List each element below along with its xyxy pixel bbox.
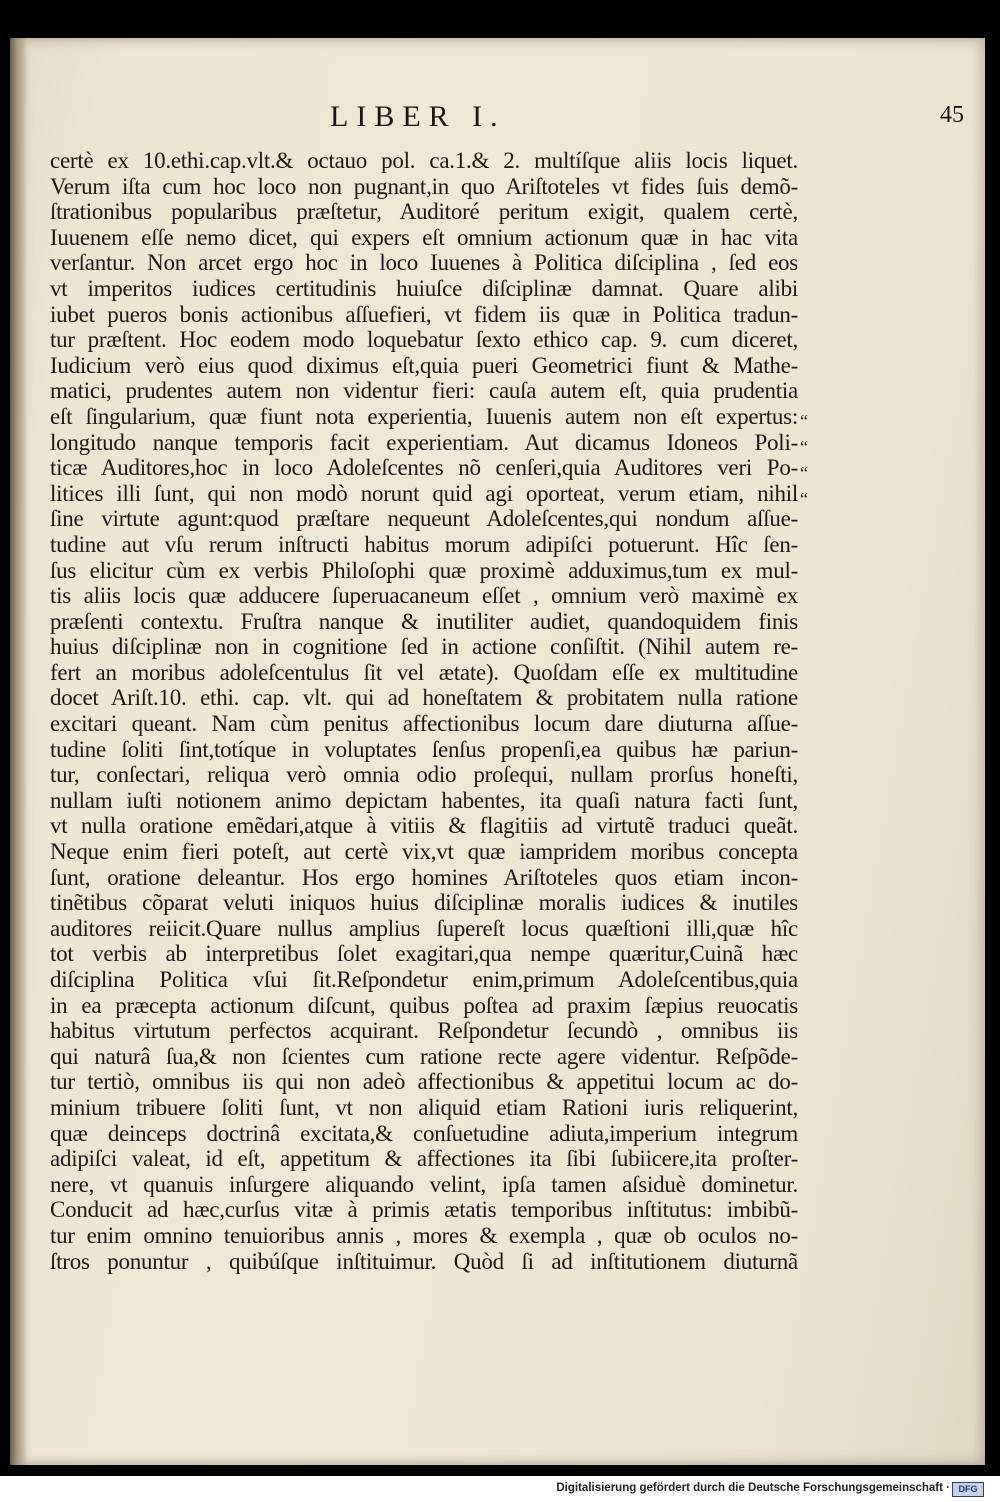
text-line: certè ex 10.ethi.cap.vlt.& octauo pol. ca.1.& 2. multíſque aliis locis liquet. — [50, 148, 798, 173]
text-line: tinẽtibus cõparat veluti iniquos huius diſciplinæ moralis iudices & inutiles — [50, 890, 798, 916]
page-binding-shadow — [10, 38, 28, 1465]
text-line: ſine virtute agunt:quod præſtare nequeunt Adoleſcentes,qui nondum aſſue- — [50, 506, 798, 532]
body-text — [50, 148, 798, 1274]
text-line: vt imperitos iudices certitudinis huiuſce diſciplinæ damnat. Quare alibi — [50, 275, 798, 301]
text-line: longitudo nanque temporis facit experientiam. Aut dicamus Idoneos Poli- — [50, 429, 798, 455]
text-line: adipiſci valeat, id eſt, appetitum & affectiones ita ſibi ſubiicere,ita proſter- — [50, 1146, 798, 1172]
running-title: LIBER I. — [330, 100, 506, 133]
text-line: minium tribuere ſoliti ſunt, vt non aliquid etiam Rationi iuris reliquerint, — [50, 1094, 798, 1120]
digitization-footer — [0, 1476, 1000, 1502]
text-line: in ea præcepta actionum diſcunt, quibus poſtea ad praxim ſæpius reuocatis — [50, 992, 798, 1018]
text-line: ſtros ponuntur , quibúſque inſtituimur. Quòd ſi ad inſtitutionem diuturnã — [50, 1248, 798, 1274]
text-line: excitari queant. Nam cùm penitus affectionibus locum dare diuturna aſſue- — [50, 711, 798, 737]
margin-quote-mark: “ — [800, 411, 808, 431]
text-line: diſciplina Politica vſui ſit.Reſpondetur enim,primum Adoleſcentibus,quia — [50, 967, 798, 992]
text-line: Conducit ad hæc,curſus vitæ à primis ætatis temporibus inſtitutus: imbibũ- — [50, 1197, 798, 1223]
text-line: tudine ſoliti ſint,totíque in voluptates ſenſus propenſi,ea quibus hæ pariun- — [50, 736, 798, 762]
text-line: docet Ariſt.10. ethi. cap. vlt. qui ad honeſtatem & probitatem nulla ratione — [50, 685, 798, 711]
text-line: litices illi ſunt, qui non modò norunt quid agi oporteat, verum etiam, nihil — [50, 480, 798, 506]
text-line: præſenti contextu. Fruſtra nanque & inutiliter audiet, quandoquidem finis — [50, 608, 798, 634]
text-line: ſunt, oratione deleantur. Hos ergo homines Ariſtoteles quos etiam incon- — [50, 864, 798, 890]
text-line: qui naturâ ſua,& non ſcientes cum ratione recte agere videntur. Reſpõde- — [50, 1043, 798, 1069]
text-line: vt nulla oratione emẽdari,atque à vitiis & flagitiis ad virtutẽ traduci queãt. — [50, 813, 798, 839]
text-line: habitus virtutum perfectos acquirant. Reſpondetur ſecundò , omnibus iis — [50, 1018, 798, 1044]
text-line: quæ deinceps doctrinâ excitata,& conſuetudine adiuta,imperium integrum — [50, 1120, 798, 1146]
book-page — [10, 38, 985, 1465]
text-line: Iudicium verò eius quod diximus eſt,quia pueri Geometrici fiunt & Mathe- — [50, 352, 798, 378]
text-line: tur enim omnino tenuioribus annis , mores & exempla , quæ ob oculos no- — [50, 1222, 798, 1248]
dfg-logo: DFG — [952, 1482, 984, 1497]
running-head — [10, 100, 985, 140]
text-line: fert an moribus adoleſcentulus ſit vel ætate). Quoſdam eſſe ex multitudine — [50, 659, 798, 685]
text-line: tudine aut vſu rerum inſtructi habitus morum adipiſci potuerunt. Hîc ſen- — [50, 531, 798, 557]
text-line: ſus elicitur cùm ex verbis Philoſophi quæ proximè adduximus,tum ex mul- — [50, 557, 798, 583]
page-number: 45 — [940, 102, 964, 128]
text-line: tis aliis locis quæ adducere ſuperuacaneum eſſet , omnium verò maximè ex — [50, 583, 798, 609]
text-line: huius diſciplinæ non in cognitione ſed in actione conſiſtit. (Nihil autem re- — [50, 634, 798, 660]
text-line: Iuuenem eſſe nemo dicet, qui expers eſt omnium actionum quæ in hac vita — [50, 224, 798, 250]
text-line: iubet pueros bonis actionibus aſſuefieri, vt fidem iis quæ in Politica tradun- — [50, 301, 798, 327]
margin-quote-mark: “ — [800, 437, 808, 457]
text-line: verſantur. Non arcet ergo hoc in loco Iuuenes à Politica diſciplina , ſed eos — [50, 250, 798, 276]
funding-credit: Digitalisierung gefördert durch die Deutsche Forschungsgemeinschaft · — [556, 1482, 950, 1494]
text-line: tot verbis ab interpretibus ſolet exagitari,qua nempe quæritur,Cuinã hæc — [50, 941, 798, 967]
text-line: ticæ Auditores,hoc in loco Adoleſcentes nõ cenſeri,quia Auditores veri Po- — [50, 455, 798, 481]
text-line: auditores reiicit.Quare nullus amplius ſupereſt locus quæſtioni illi,quæ hîc — [50, 915, 798, 941]
marginal-quotation-marks — [800, 408, 840, 512]
text-line: eſt ſingularium, quæ fiunt nota experientia, Iuuenis autem non eſt expertus: — [50, 403, 798, 429]
margin-quote-mark: “ — [800, 489, 808, 509]
text-line: tur, conſectari, reliqua verò omnia odio proſequi, nullam prorſus honeſti, — [50, 762, 798, 788]
text-line: nullam iuſti notionem animo depictam habentes, ita quaſi natura facti ſunt, — [50, 787, 798, 813]
text-line: tur præſtent. Hoc eodem modo loquebatur ſexto ethico cap. 9. cum diceret, — [50, 327, 798, 353]
text-line: nere, vt quanuis inſurgere aliquando velint, ipſa tamen aſsiduè dominetur. — [50, 1171, 798, 1197]
text-line: tur tertiò, omnibus iis qui non adeò affectionibus & appetitui locum ac do- — [50, 1069, 798, 1095]
text-line: ſtrationibus popularibus præſtetur, Auditoré peritum exigit, qualem certè, — [50, 199, 798, 225]
text-line: Verum iſta cum hoc loco non pugnant,in quo Ariſtoteles vt fides ſuis demõ- — [50, 173, 798, 199]
text-line: matici, prudentes autem non videntur fieri: cauſa autem eſt, quia prudentia — [50, 378, 798, 404]
text-line: Neque enim fieri poteſt, aut certè vix,vt quæ iampridem moribus concepta — [50, 839, 798, 865]
margin-quote-mark: “ — [800, 463, 808, 483]
